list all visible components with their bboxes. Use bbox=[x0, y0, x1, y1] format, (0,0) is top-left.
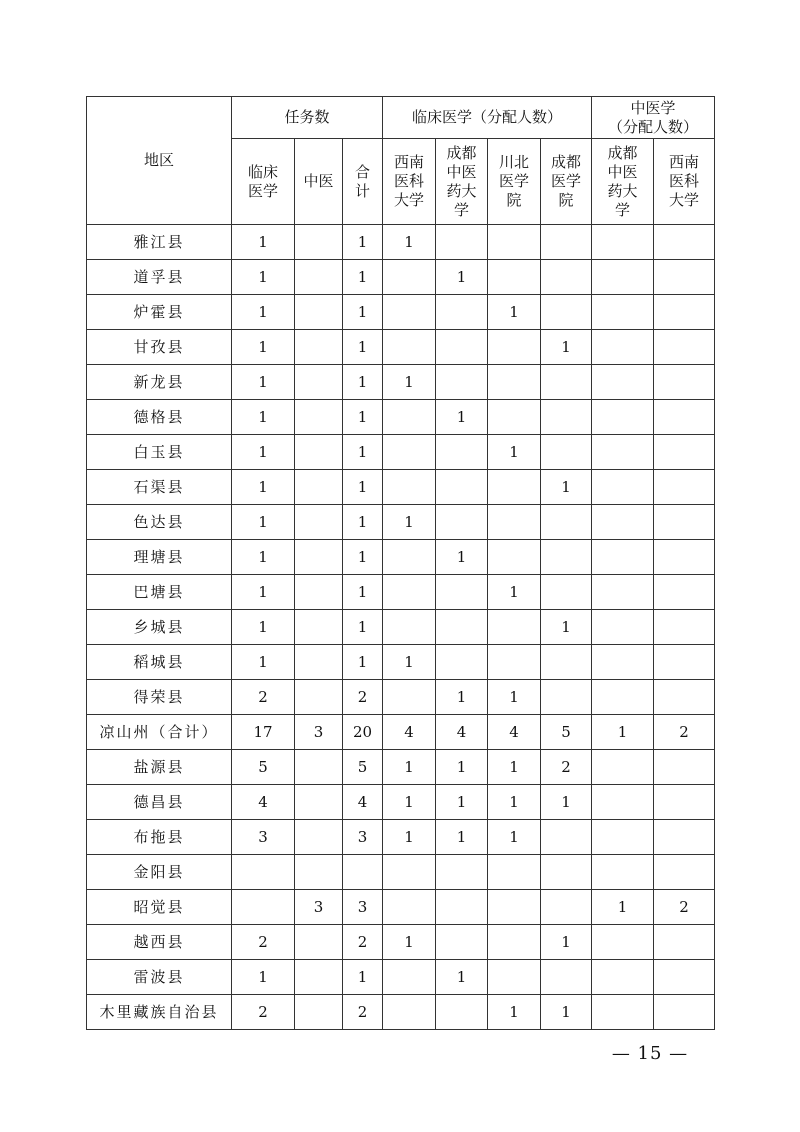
value-cell bbox=[541, 435, 592, 470]
value-cell bbox=[436, 295, 488, 330]
subcolumn-header bbox=[592, 139, 654, 225]
value-cell bbox=[383, 260, 436, 295]
value-cell bbox=[295, 470, 343, 505]
value-cell bbox=[383, 295, 436, 330]
subcolumn-header-text: 临床 医学 bbox=[247, 162, 278, 200]
value-cell bbox=[592, 820, 654, 855]
value-cell bbox=[488, 855, 541, 890]
region-cell: 乡城县 bbox=[87, 610, 232, 645]
value-cell bbox=[592, 435, 654, 470]
value-cell: 1 bbox=[436, 820, 488, 855]
table-row bbox=[87, 260, 715, 295]
region-cell: 理塘县 bbox=[87, 540, 232, 575]
value-cell: 1 bbox=[232, 365, 295, 400]
value-cell bbox=[488, 890, 541, 925]
subcolumn-header-text: 成都 中医 药大 学 bbox=[446, 143, 477, 219]
region-cell: 雷波县 bbox=[87, 960, 232, 995]
value-cell bbox=[654, 575, 715, 610]
value-cell: 1 bbox=[383, 225, 436, 260]
value-cell bbox=[654, 505, 715, 540]
value-cell bbox=[654, 225, 715, 260]
value-cell: 1 bbox=[541, 610, 592, 645]
value-cell bbox=[383, 995, 436, 1030]
value-cell: 1 bbox=[488, 680, 541, 715]
tcm-allocation-header-text: 中医学 （分配人数） bbox=[608, 98, 699, 136]
value-cell: 1 bbox=[232, 505, 295, 540]
value-cell: 1 bbox=[232, 260, 295, 295]
value-cell bbox=[295, 225, 343, 260]
value-cell bbox=[383, 575, 436, 610]
value-cell: 4 bbox=[436, 715, 488, 750]
value-cell: 1 bbox=[343, 365, 383, 400]
value-cell: 3 bbox=[295, 715, 343, 750]
value-cell bbox=[488, 470, 541, 505]
region-cell: 色达县 bbox=[87, 505, 232, 540]
value-cell bbox=[654, 540, 715, 575]
value-cell: 1 bbox=[232, 400, 295, 435]
subcolumn-header-text: 西南 医科 大学 bbox=[394, 153, 425, 209]
value-cell bbox=[654, 330, 715, 365]
value-cell: 3 bbox=[343, 820, 383, 855]
table-row bbox=[87, 295, 715, 330]
value-cell: 1 bbox=[436, 680, 488, 715]
value-cell: 1 bbox=[343, 225, 383, 260]
value-cell bbox=[436, 470, 488, 505]
value-cell bbox=[541, 400, 592, 435]
value-cell bbox=[592, 785, 654, 820]
value-cell: 3 bbox=[343, 890, 383, 925]
value-cell bbox=[295, 330, 343, 365]
value-cell: 1 bbox=[383, 365, 436, 400]
value-cell: 1 bbox=[383, 505, 436, 540]
value-cell: 1 bbox=[232, 330, 295, 365]
value-cell bbox=[541, 295, 592, 330]
value-cell: 1 bbox=[343, 400, 383, 435]
value-cell bbox=[592, 925, 654, 960]
value-cell bbox=[488, 540, 541, 575]
table-row bbox=[87, 470, 715, 505]
value-cell bbox=[343, 855, 383, 890]
value-cell: 1 bbox=[232, 470, 295, 505]
value-cell: 1 bbox=[343, 960, 383, 995]
table-row bbox=[87, 680, 715, 715]
table-row bbox=[87, 785, 715, 820]
value-cell bbox=[541, 260, 592, 295]
value-cell bbox=[654, 750, 715, 785]
value-cell: 1 bbox=[541, 785, 592, 820]
value-cell bbox=[488, 925, 541, 960]
value-cell bbox=[436, 645, 488, 680]
value-cell: 1 bbox=[541, 330, 592, 365]
value-cell: 1 bbox=[343, 435, 383, 470]
region-cell: 得荣县 bbox=[87, 680, 232, 715]
value-cell bbox=[592, 540, 654, 575]
region-cell: 木里藏族自治县 bbox=[87, 995, 232, 1030]
value-cell bbox=[488, 610, 541, 645]
value-cell bbox=[592, 260, 654, 295]
value-cell: 1 bbox=[232, 435, 295, 470]
value-cell bbox=[295, 855, 343, 890]
value-cell bbox=[295, 260, 343, 295]
value-cell bbox=[541, 365, 592, 400]
value-cell: 1 bbox=[383, 820, 436, 855]
value-cell bbox=[541, 820, 592, 855]
region-cell: 稻城县 bbox=[87, 645, 232, 680]
value-cell: 1 bbox=[488, 820, 541, 855]
value-cell bbox=[541, 960, 592, 995]
value-cell bbox=[654, 295, 715, 330]
subcolumn-header-text: 西南 医科 大学 bbox=[669, 153, 700, 209]
subcolumn-header bbox=[488, 139, 541, 225]
value-cell: 2 bbox=[541, 750, 592, 785]
value-cell bbox=[295, 505, 343, 540]
region-cell: 石渠县 bbox=[87, 470, 232, 505]
value-cell bbox=[654, 960, 715, 995]
value-cell: 2 bbox=[232, 925, 295, 960]
value-cell bbox=[654, 925, 715, 960]
value-cell bbox=[295, 750, 343, 785]
value-cell bbox=[488, 260, 541, 295]
value-cell: 1 bbox=[488, 750, 541, 785]
value-cell: 1 bbox=[343, 470, 383, 505]
table-row bbox=[87, 365, 715, 400]
table-row bbox=[87, 750, 715, 785]
table-row bbox=[87, 820, 715, 855]
value-cell bbox=[436, 855, 488, 890]
value-cell bbox=[654, 435, 715, 470]
value-cell bbox=[436, 925, 488, 960]
value-cell bbox=[541, 505, 592, 540]
value-cell bbox=[488, 505, 541, 540]
value-cell bbox=[295, 820, 343, 855]
region-cell: 新龙县 bbox=[87, 365, 232, 400]
value-cell: 1 bbox=[232, 540, 295, 575]
value-cell: 17 bbox=[232, 715, 295, 750]
value-cell bbox=[295, 295, 343, 330]
value-cell bbox=[654, 820, 715, 855]
task-count-header: 任务数 bbox=[232, 97, 383, 139]
subcolumn-header bbox=[343, 139, 383, 225]
value-cell: 1 bbox=[488, 785, 541, 820]
value-cell: 1 bbox=[343, 575, 383, 610]
value-cell bbox=[541, 890, 592, 925]
subcolumn-header bbox=[654, 139, 715, 225]
table-row bbox=[87, 435, 715, 470]
value-cell: 2 bbox=[343, 995, 383, 1030]
value-cell bbox=[592, 855, 654, 890]
value-cell bbox=[592, 400, 654, 435]
value-cell: 1 bbox=[383, 785, 436, 820]
subcolumn-header bbox=[232, 139, 295, 225]
value-cell bbox=[383, 400, 436, 435]
value-cell bbox=[488, 645, 541, 680]
subcolumn-header bbox=[295, 139, 343, 225]
value-cell bbox=[295, 610, 343, 645]
value-cell bbox=[592, 470, 654, 505]
value-cell bbox=[654, 680, 715, 715]
value-cell: 2 bbox=[654, 890, 715, 925]
region-cell: 昭觉县 bbox=[87, 890, 232, 925]
value-cell bbox=[383, 680, 436, 715]
value-cell bbox=[654, 645, 715, 680]
value-cell bbox=[383, 540, 436, 575]
value-cell bbox=[436, 365, 488, 400]
value-cell bbox=[654, 400, 715, 435]
subcolumn-header-text: 成都 医学 院 bbox=[551, 153, 582, 209]
value-cell: 1 bbox=[343, 645, 383, 680]
value-cell bbox=[654, 365, 715, 400]
value-cell bbox=[654, 470, 715, 505]
table-row bbox=[87, 540, 715, 575]
value-cell: 1 bbox=[343, 260, 383, 295]
value-cell: 4 bbox=[488, 715, 541, 750]
value-cell: 2 bbox=[232, 680, 295, 715]
value-cell bbox=[654, 785, 715, 820]
subcolumn-header-text: 中医 bbox=[303, 172, 334, 190]
value-cell bbox=[436, 890, 488, 925]
value-cell bbox=[592, 680, 654, 715]
value-cell: 1 bbox=[383, 645, 436, 680]
table-row bbox=[87, 925, 715, 960]
table-row bbox=[87, 645, 715, 680]
value-cell: 1 bbox=[232, 645, 295, 680]
region-cell: 德格县 bbox=[87, 400, 232, 435]
subcolumn-header-text: 成都 中医 药大 学 bbox=[607, 143, 638, 219]
value-cell: 4 bbox=[383, 715, 436, 750]
value-cell: 1 bbox=[436, 540, 488, 575]
value-cell: 1 bbox=[343, 505, 383, 540]
page-number: — 15 — bbox=[611, 1043, 689, 1064]
value-cell bbox=[383, 330, 436, 365]
value-cell bbox=[295, 785, 343, 820]
value-cell bbox=[436, 435, 488, 470]
value-cell: 1 bbox=[232, 225, 295, 260]
value-cell bbox=[232, 855, 295, 890]
table-row bbox=[87, 330, 715, 365]
value-cell bbox=[295, 960, 343, 995]
value-cell: 1 bbox=[343, 610, 383, 645]
value-cell bbox=[232, 890, 295, 925]
region-cell: 巴塘县 bbox=[87, 575, 232, 610]
value-cell bbox=[488, 400, 541, 435]
value-cell: 2 bbox=[232, 995, 295, 1030]
value-cell: 3 bbox=[232, 820, 295, 855]
value-cell: 1 bbox=[232, 295, 295, 330]
value-cell: 1 bbox=[541, 925, 592, 960]
table-row bbox=[87, 505, 715, 540]
table-row bbox=[87, 995, 715, 1030]
region-cell: 越西县 bbox=[87, 925, 232, 960]
value-cell bbox=[592, 750, 654, 785]
value-cell: 1 bbox=[488, 435, 541, 470]
value-cell bbox=[592, 505, 654, 540]
value-cell bbox=[541, 855, 592, 890]
value-cell bbox=[654, 855, 715, 890]
value-cell bbox=[654, 260, 715, 295]
value-cell bbox=[592, 295, 654, 330]
value-cell: 1 bbox=[232, 575, 295, 610]
value-cell bbox=[541, 680, 592, 715]
subcolumn-header-text: 川北 医学 院 bbox=[499, 153, 530, 209]
value-cell: 3 bbox=[295, 890, 343, 925]
value-cell: 5 bbox=[343, 750, 383, 785]
value-cell: 1 bbox=[383, 750, 436, 785]
value-cell bbox=[592, 995, 654, 1030]
value-cell bbox=[295, 645, 343, 680]
value-cell: 2 bbox=[654, 715, 715, 750]
value-cell bbox=[654, 995, 715, 1030]
value-cell bbox=[383, 890, 436, 925]
value-cell bbox=[592, 610, 654, 645]
value-cell bbox=[295, 995, 343, 1030]
allocation-table bbox=[86, 96, 715, 1030]
value-cell: 1 bbox=[343, 540, 383, 575]
value-cell: 4 bbox=[232, 785, 295, 820]
table-row bbox=[87, 610, 715, 645]
region-cell: 凉山州（合计） bbox=[87, 715, 232, 750]
region-cell: 道孚县 bbox=[87, 260, 232, 295]
region-cell: 德昌县 bbox=[87, 785, 232, 820]
value-cell: 5 bbox=[541, 715, 592, 750]
value-cell: 1 bbox=[232, 610, 295, 645]
value-cell bbox=[488, 225, 541, 260]
value-cell bbox=[436, 995, 488, 1030]
value-cell: 1 bbox=[488, 295, 541, 330]
value-cell bbox=[383, 610, 436, 645]
value-cell bbox=[541, 575, 592, 610]
allocation-table-body bbox=[87, 225, 715, 1030]
tcm-allocation-header bbox=[592, 97, 715, 139]
value-cell: 20 bbox=[343, 715, 383, 750]
table-row bbox=[87, 960, 715, 995]
subcolumn-header bbox=[541, 139, 592, 225]
value-cell bbox=[436, 330, 488, 365]
value-cell bbox=[592, 960, 654, 995]
value-cell bbox=[592, 225, 654, 260]
subcolumn-header bbox=[436, 139, 488, 225]
value-cell: 1 bbox=[541, 470, 592, 505]
value-cell: 1 bbox=[232, 960, 295, 995]
table-row bbox=[87, 855, 715, 890]
value-cell: 1 bbox=[541, 995, 592, 1030]
region-cell: 布拖县 bbox=[87, 820, 232, 855]
value-cell bbox=[488, 960, 541, 995]
value-cell bbox=[654, 610, 715, 645]
value-cell: 1 bbox=[343, 330, 383, 365]
value-cell: 1 bbox=[436, 750, 488, 785]
value-cell: 1 bbox=[383, 925, 436, 960]
region-header: 地区 bbox=[87, 97, 232, 225]
value-cell: 5 bbox=[232, 750, 295, 785]
value-cell bbox=[295, 400, 343, 435]
subcolumn-header bbox=[383, 139, 436, 225]
value-cell bbox=[383, 855, 436, 890]
value-cell bbox=[488, 330, 541, 365]
region-cell: 炉霍县 bbox=[87, 295, 232, 330]
table-row bbox=[87, 715, 715, 750]
table-row bbox=[87, 575, 715, 610]
value-cell: 1 bbox=[488, 575, 541, 610]
value-cell: 1 bbox=[436, 785, 488, 820]
value-cell bbox=[383, 435, 436, 470]
region-cell: 金阳县 bbox=[87, 855, 232, 890]
value-cell bbox=[295, 925, 343, 960]
region-cell: 雅江县 bbox=[87, 225, 232, 260]
region-cell: 白玉县 bbox=[87, 435, 232, 470]
value-cell bbox=[592, 330, 654, 365]
value-cell bbox=[541, 540, 592, 575]
clinical-allocation-header: 临床医学（分配人数） bbox=[383, 97, 592, 139]
value-cell bbox=[295, 575, 343, 610]
value-cell bbox=[295, 680, 343, 715]
value-cell bbox=[488, 365, 541, 400]
table-row bbox=[87, 225, 715, 260]
value-cell bbox=[295, 540, 343, 575]
value-cell: 1 bbox=[592, 890, 654, 925]
value-cell: 1 bbox=[592, 715, 654, 750]
value-cell: 1 bbox=[436, 960, 488, 995]
value-cell bbox=[436, 225, 488, 260]
value-cell bbox=[383, 960, 436, 995]
value-cell: 1 bbox=[436, 260, 488, 295]
value-cell bbox=[592, 575, 654, 610]
region-cell: 甘孜县 bbox=[87, 330, 232, 365]
table-row bbox=[87, 890, 715, 925]
value-cell bbox=[541, 645, 592, 680]
value-cell bbox=[436, 575, 488, 610]
value-cell bbox=[592, 645, 654, 680]
value-cell bbox=[541, 225, 592, 260]
value-cell bbox=[436, 505, 488, 540]
value-cell: 1 bbox=[343, 295, 383, 330]
region-cell: 盐源县 bbox=[87, 750, 232, 785]
value-cell: 1 bbox=[436, 400, 488, 435]
header-row-groups bbox=[87, 97, 715, 139]
table-row bbox=[87, 400, 715, 435]
value-cell: 2 bbox=[343, 680, 383, 715]
value-cell bbox=[436, 610, 488, 645]
subcolumn-header-text: 合 计 bbox=[355, 162, 371, 200]
value-cell bbox=[592, 365, 654, 400]
value-cell: 4 bbox=[343, 785, 383, 820]
value-cell: 2 bbox=[343, 925, 383, 960]
value-cell bbox=[295, 435, 343, 470]
value-cell bbox=[383, 470, 436, 505]
value-cell: 1 bbox=[488, 995, 541, 1030]
value-cell bbox=[295, 365, 343, 400]
